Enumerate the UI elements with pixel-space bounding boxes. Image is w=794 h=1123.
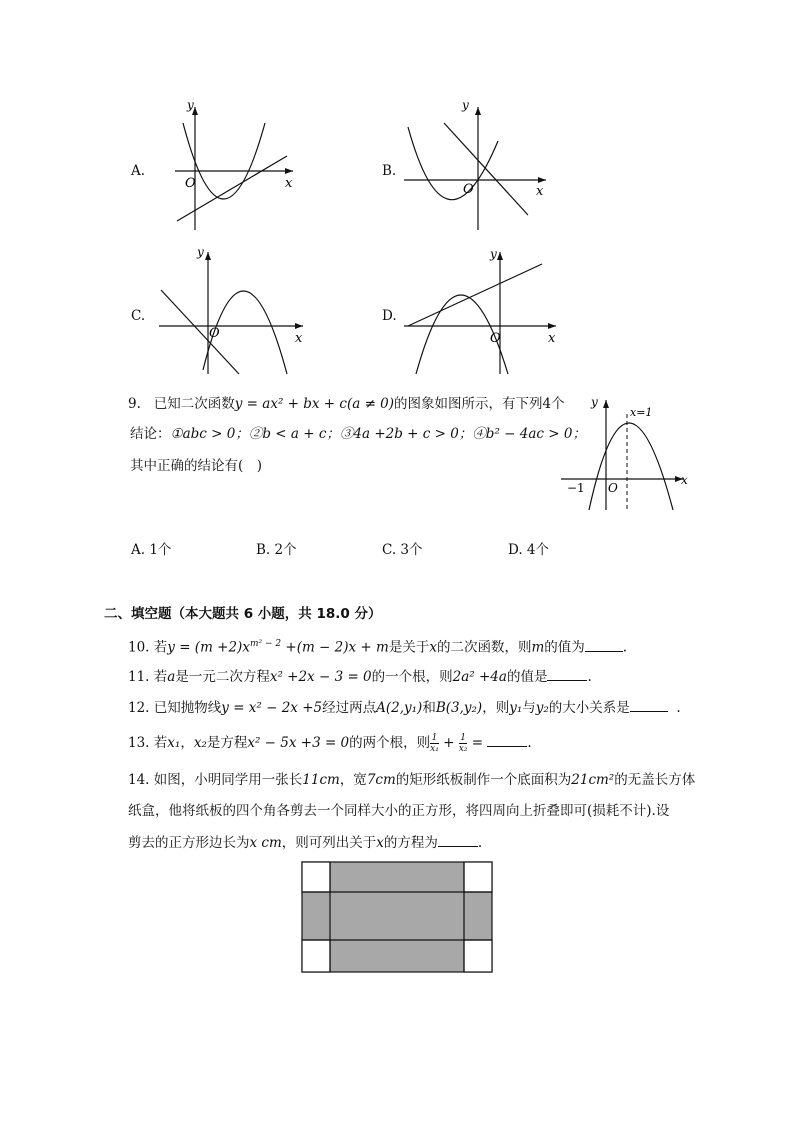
- q11-text-b: 是一元二次方程: [175, 669, 270, 685]
- origin-label: O: [463, 182, 474, 197]
- origin-label: O: [490, 331, 501, 346]
- q12-text-d: ，则: [482, 700, 510, 716]
- question-number: 12.: [128, 700, 150, 716]
- q12: [128, 697, 681, 718]
- option-letter: D.: [382, 308, 397, 324]
- q14-var-x: x: [376, 835, 384, 851]
- q14-text-g: 的方程为: [383, 835, 438, 851]
- q9-line3: [130, 456, 262, 476]
- q11-var-a: a: [167, 669, 176, 685]
- graph-option-c: [125, 240, 315, 380]
- x-axis-label: x: [681, 473, 688, 487]
- q12-end: .: [676, 700, 681, 716]
- corner-square: [302, 940, 330, 972]
- q9-text-a: 已知二次函数: [153, 396, 235, 412]
- q11: [128, 666, 592, 687]
- q10-formula2: +(m − 2)x + m: [281, 639, 389, 656]
- q12-y1: y₁: [509, 700, 523, 716]
- q10-text-a: 若: [153, 639, 168, 656]
- x-axis-label: x: [295, 331, 303, 346]
- origin-label: O: [209, 326, 220, 341]
- answer-blank[interactable]: [487, 732, 527, 747]
- q13-text-b: 是方程: [206, 735, 248, 751]
- q14-line3: [128, 832, 482, 853]
- symmetry-axis-label: x=1: [630, 406, 653, 419]
- q9-choice-a[interactable]: A. 1个: [131, 542, 172, 558]
- q10-text-b: 是关于: [388, 639, 430, 656]
- option-b-plot: [380, 95, 570, 235]
- answer-blank[interactable]: [438, 832, 478, 847]
- q14-xcm: x cm: [249, 835, 282, 851]
- q9-line2: [130, 424, 586, 444]
- q10-var-m: m: [531, 639, 545, 656]
- q14-end: .: [477, 835, 483, 851]
- option-d-plot: [380, 240, 570, 380]
- q11-text-d: 的值是: [506, 669, 548, 685]
- q13-end: .: [527, 735, 532, 751]
- answer-blank[interactable]: [630, 697, 668, 712]
- q10-text-c: 的二次函数，则: [436, 639, 532, 656]
- q13-plus: +: [438, 735, 459, 751]
- q14-line2: 纸盒，他将纸板的四个角各剪去一个同样大小的正方形，将四周向上折叠即可(损耗不计).设: [128, 803, 670, 819]
- x-axis-label: x: [285, 176, 293, 191]
- q12-text-e: 与: [522, 700, 536, 716]
- option-letter: C.: [131, 308, 146, 324]
- q9-text-b: 的图象如图所示，有下列4个: [394, 396, 565, 412]
- y-axis-label: y: [462, 98, 469, 112]
- box-net-figure: [300, 860, 494, 974]
- fraction-1-over-x2: $\frac{1}{\text{x₂}}$: [458, 733, 468, 754]
- option-letter: B.: [382, 163, 397, 179]
- neg-one-label: −1: [567, 481, 585, 495]
- graph-option-b: [380, 95, 570, 235]
- q13-formula: x² − 5x +3 = 0: [247, 735, 350, 751]
- q12-text-b: 经过两点: [322, 700, 377, 716]
- q10: [128, 634, 627, 658]
- conclusion-4: ④b² − 4ac > 0；: [472, 426, 586, 442]
- q13-sep: ，: [180, 735, 194, 751]
- question-number: 9.: [128, 396, 141, 412]
- origin-label: O: [185, 176, 196, 191]
- fraction-1-over-x1: $\frac{1}{\text{x₁}}$: [430, 733, 439, 754]
- q13-text-a: 若: [153, 735, 168, 751]
- graph-option-a: [125, 95, 315, 235]
- question-number: 13.: [128, 735, 150, 751]
- q14-text-e: 剪去的正方形边长为: [128, 835, 250, 851]
- q11-text-c: 的一个根，则: [371, 669, 453, 685]
- y-axis-label: y: [197, 245, 204, 259]
- q9-choice-c[interactable]: C. 3个: [382, 542, 423, 558]
- q14-text-c: 的矩形纸板制作一个底面积为: [395, 772, 572, 788]
- q14-width: 7cm: [366, 772, 396, 788]
- conclusion-3: ③4a +2b + c > 0；: [339, 426, 473, 442]
- q13-text-c: 的两个根，则: [349, 735, 431, 751]
- q14-length: 11cm: [302, 772, 340, 788]
- q14-text-f: ，则可列出关于: [281, 835, 377, 851]
- q12-text-f: 的大小关系是: [548, 700, 630, 716]
- corner-square: [464, 862, 492, 892]
- q13: [128, 732, 532, 754]
- q10-formula: y = (m +2)x: [167, 639, 250, 656]
- q9-choice-d[interactable]: D. 4个: [508, 542, 550, 558]
- q14-text-b: ，宽: [339, 772, 367, 788]
- corner-square: [302, 862, 330, 892]
- q9-graph: [555, 392, 695, 514]
- q13-x1: x₁: [167, 735, 181, 751]
- option-letter: A.: [131, 163, 146, 179]
- q11-formula2: 2a² +4a: [452, 669, 507, 685]
- corner-square: [464, 940, 492, 972]
- x-axis-label: x: [536, 184, 544, 199]
- answer-blank[interactable]: [547, 666, 587, 681]
- graph-option-d: [380, 240, 570, 380]
- q9-line1: [128, 394, 565, 414]
- q14-text-d: 的无盖长方体: [614, 772, 696, 788]
- q12-formula: y = x² − 2x +5: [221, 700, 323, 716]
- question-number: 10.: [128, 639, 150, 656]
- conclusions-label: 结论：: [130, 426, 171, 442]
- q10-var-x: x: [429, 639, 437, 656]
- q10-text-d: 的值为: [544, 639, 585, 656]
- y-axis-label: y: [187, 98, 194, 112]
- q9-formula: y = ax² + bx + c(a ≠ 0): [234, 396, 395, 412]
- x-axis-label: x: [548, 331, 556, 346]
- option-c-plot: [125, 240, 315, 380]
- q12-text-a: 已知抛物线: [153, 700, 222, 716]
- option-a-plot: [125, 95, 315, 235]
- q12-text-c: 和: [422, 700, 436, 716]
- q11-formula: x² +2x − 3 = 0: [269, 669, 372, 685]
- q14-line1: [128, 770, 695, 790]
- origin-label: O: [608, 481, 618, 495]
- section-title: 二、填空题（本大题共 6 小题，共 18.0 分）: [104, 606, 382, 622]
- y-axis-label: y: [490, 247, 497, 261]
- q9-choice-b[interactable]: B. 2个: [256, 542, 297, 558]
- conclusion-2: ②b < a + c；: [248, 426, 340, 442]
- q12-point-a: A(2,y₁): [376, 700, 423, 716]
- conclusion-1: ①abc > 0；: [170, 426, 249, 442]
- q11-end: .: [587, 669, 592, 685]
- question-number: 11.: [128, 669, 150, 685]
- y-axis-label: y: [591, 395, 598, 409]
- answer-blank[interactable]: [585, 637, 623, 652]
- q10-exponent: m² − 2: [249, 639, 282, 649]
- q13-x2: x₂: [193, 735, 207, 751]
- q12-y2: y₂: [535, 700, 549, 716]
- q14-text-a: 14. 如图，小明同学用一张长: [128, 772, 303, 788]
- q11-text-a: 若: [153, 669, 168, 685]
- q9-prompt: 其中正确的结论有( ): [130, 458, 263, 474]
- q14-area: 21cm²: [571, 772, 615, 788]
- q13-equals: =: [467, 735, 488, 751]
- q12-point-b: B(3,y₂): [435, 700, 483, 716]
- q10-end: .: [622, 639, 628, 656]
